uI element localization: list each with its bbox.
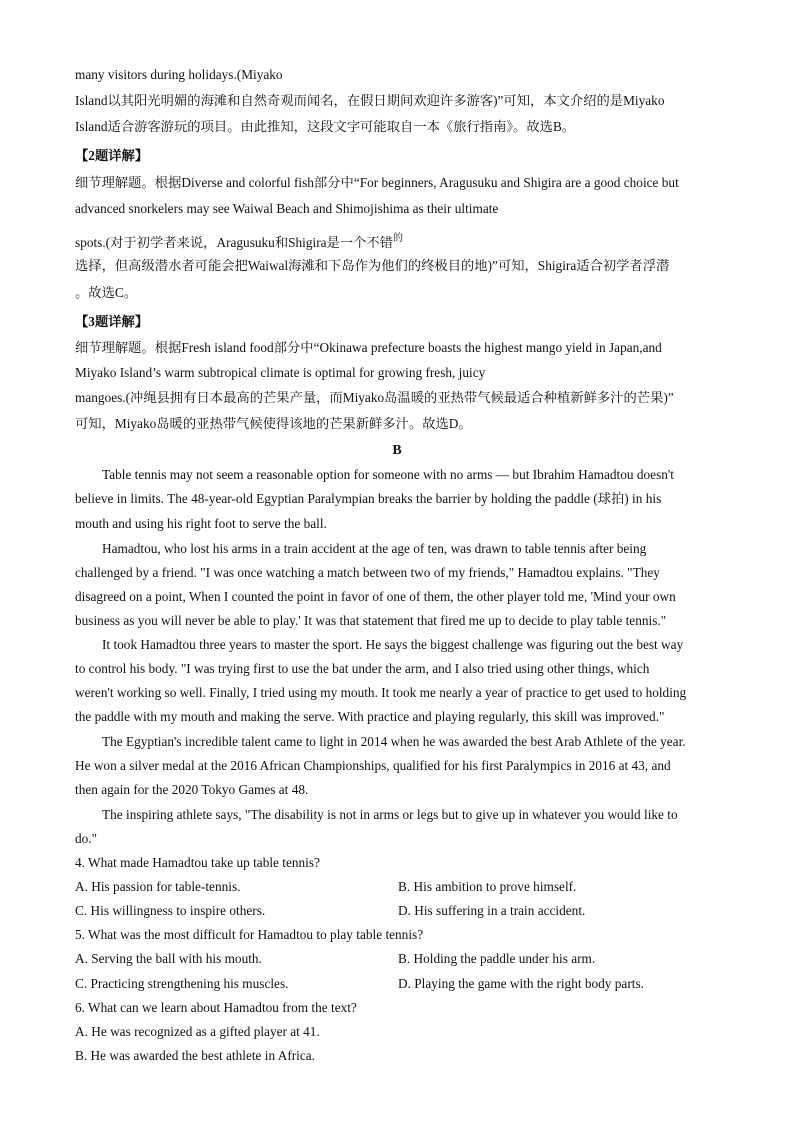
- passage-line: business as you will never be able to play.' It was that statement that fired me up to decide to play table tennis.": [75, 613, 667, 628]
- passage-line: He won a silver medal at the 2016 African Championships, qualified for his first Paralympics in 2016 at 43, and: [75, 758, 671, 773]
- explanation-line: mangoes.(冲绳县拥有日本最高的芒果产量，而Miyako岛温暖的亚热带气候最适合种植新鲜多汁的芒果)”: [75, 390, 674, 405]
- passage-line: It took Hamadtou three years to master the sport. He says the biggest challenge was figuring out the best way: [102, 637, 684, 652]
- q3-detail-header: 【3题详解】: [75, 314, 149, 329]
- superscript-char: 的: [393, 233, 404, 244]
- explanation-line: 。故选C。: [75, 285, 138, 300]
- passage-line: do.": [75, 831, 98, 846]
- question-4: 4. What made Hamadtou take up table tennis?: [75, 855, 320, 870]
- q4-option-c: C. His willingness to inspire others.: [75, 903, 266, 918]
- passage-line: believe in limits. The 48-year-old Egyptian Paralympian breaks the barrier by holding the paddle (球拍) in his: [75, 491, 662, 506]
- passage-line: the paddle with my mouth and making the serve. With practice and playing regularly, this skill was improved.": [75, 709, 665, 724]
- q6-option-b: B. He was awarded the best athlete in Africa.: [75, 1048, 315, 1063]
- explanation-line: 细节理解题。根据Diverse and colorful fish部分中“For beginners, Aragusuku and Shigira are a good choice but: [75, 175, 679, 190]
- q5-option-b: B. Holding the paddle under his arm.: [398, 951, 596, 966]
- section-title: B: [392, 443, 402, 458]
- q6-option-a: A. He was recognized as a gifted player at 41.: [75, 1024, 320, 1039]
- passage-line: The inspiring athlete says, "The disability is not in arms or legs but to give up in whatever you would like to: [102, 807, 678, 822]
- explanation-line: [75, 230, 403, 252]
- explanation-line: many visitors during holidays.(Miyako: [75, 67, 283, 82]
- q4-option-d: D. His suffering in a train accident.: [398, 903, 586, 918]
- passage-line: disagreed on a point, When I counted the point in favor of one of them, the other player told me, 'Mind your own: [75, 589, 676, 604]
- question-5: 5. What was the most difficult for Hamadtou to play table tennis?: [75, 927, 424, 942]
- explanation-line: advanced snorkelers may see Waiwal Beach and Shimojishima as their ultimate: [75, 201, 499, 216]
- passage-line: Hamadtou, who lost his arms in a train accident at the age of ten, was drawn to table tennis after being: [102, 541, 647, 556]
- passage-line: mouth and using his right foot to serve the ball.: [75, 516, 327, 531]
- q5-option-c: C. Practicing strengthening his muscles.: [75, 976, 289, 991]
- passage-line: then again for the 2020 Tokyo Games at 48.: [75, 782, 309, 797]
- explanation-line: Island适合游客游玩的项目。由此推知，这段文字可能取自一本《旅行指南》。故选B。: [75, 119, 576, 134]
- q4-option-b: B. His ambition to prove himself.: [398, 879, 577, 894]
- q5-option-a: A. Serving the ball with his mouth.: [75, 951, 262, 966]
- explanation-line: Miyako Island’s warm subtropical climate is optimal for growing fresh, juicy: [75, 365, 486, 380]
- q2-detail-header: 【2题详解】: [75, 148, 149, 163]
- explanation-line: 选择，但高级潜水者可能会把Waiwal海滩和下岛作为他们的终极目的地)”可知，Shigira适合初学者浮潜: [75, 258, 670, 273]
- explanation-line: 可知，Miyako岛暖的亚热带气候使得该地的芒果新鲜多汁。故选D。: [75, 416, 472, 431]
- passage-line: to control his body. "I was trying first to use the bat under the arm, and I also tried using other things, which: [75, 661, 650, 676]
- q5-option-d: D. Playing the game with the right body parts.: [398, 976, 644, 991]
- q4-option-a: A. His passion for table-tennis.: [75, 879, 241, 894]
- explanation-line: Island以其阳光明媚的海滩和自然奇观而闻名，在假日期间欢迎许多游客)”可知，本文介绍的是Miyako: [75, 93, 665, 108]
- explanation-text: spots.(对于初学者来说，Aragusuku和Shigira是一个不错: [75, 235, 394, 250]
- explanation-line: 细节理解题。根据Fresh island food部分中“Okinawa prefecture boasts the highest mango yield in Japan,and: [75, 340, 662, 355]
- passage-line: challenged by a friend. "I was once watching a match between two of my friends," Hamadtou explains. "They: [75, 565, 660, 580]
- passage-line: Table tennis may not seem a reasonable option for someone with no arms — but Ibrahim Hamadtou doesn't: [102, 467, 674, 482]
- passage-line: weren't working so well. Finally, I tried using my mouth. It took me nearly a year of practice to get used to holding: [75, 685, 687, 700]
- question-6: 6. What can we learn about Hamadtou from the text?: [75, 1000, 357, 1015]
- passage-line: The Egyptian's incredible talent came to light in 2014 when he was awarded the best Arab Athlete of the year.: [102, 734, 686, 749]
